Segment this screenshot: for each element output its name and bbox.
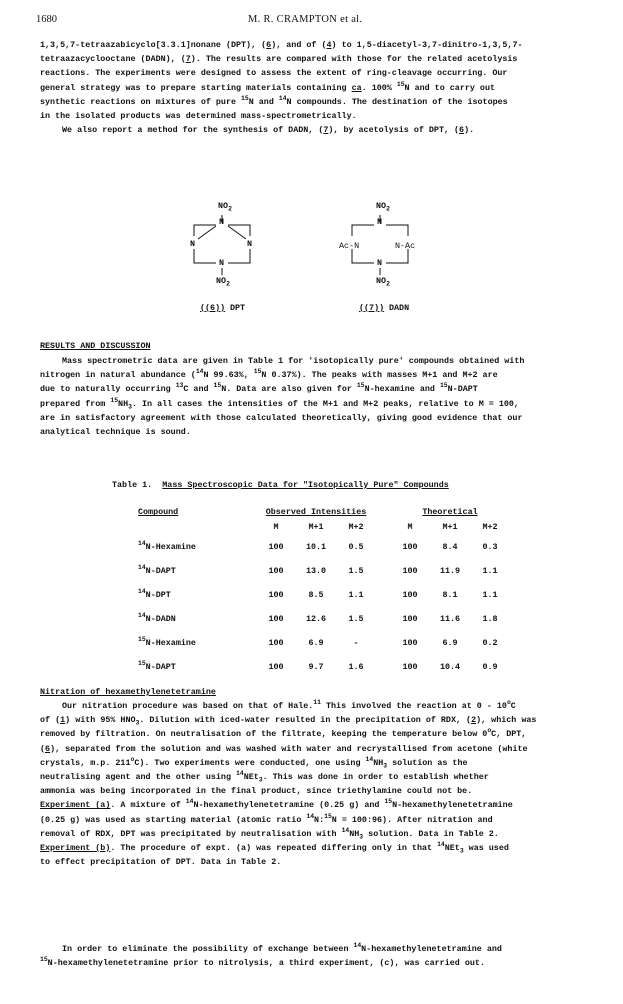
text-line: of (1) with 95% $HNO_3$. Dilution with iced-water resulted in the precipitation of RDX, (2), which was <box>40 715 537 727</box>
table-subheader-row <box>138 520 510 535</box>
table-cell: 100 <box>268 589 284 600</box>
text-line: general strategy was to prepare starting materials containing ca. 100% $^{15}$N and to carry out <box>40 80 495 93</box>
table-cell: - <box>353 637 359 648</box>
table-cell: 0.3 <box>482 541 498 552</box>
table-header-row <box>138 505 510 520</box>
column-subheader: M <box>407 522 413 533</box>
text-line: Our nitration procedure was based on that of Hale.$^{11}$ This involved the reaction at 0 - 10$^o$C <box>62 699 516 711</box>
text-line: ammonia was being incorporated in the final product, since triethylamine could not be. <box>40 786 473 797</box>
text-line: $^{15}$N-hexamethylenetetramine prior to nitrolysis, a third experiment, (c), was carried out. <box>40 956 485 969</box>
results-heading: RESULTS AND DISCUSSION <box>40 341 151 351</box>
compound-cell: $^{15}$N-Hexamine <box>138 636 196 648</box>
text-line: to effect precipitation of DPT. Data in Table 2. <box>40 857 282 868</box>
table-row <box>138 535 510 559</box>
table-cell: 6.9 <box>308 637 324 648</box>
dpt-top-n: N <box>219 217 225 227</box>
dadn-number: ((7)) <box>359 303 385 313</box>
column-subheader: M+1 <box>442 522 458 533</box>
nitration-paragraph <box>40 699 600 869</box>
text-line: Experiment (b). The procedure of expt. (a) was repeated differing only in that $^{14}$NEt$_3$ was used <box>40 841 509 855</box>
table-cell: 1.1 <box>482 589 498 600</box>
table-cell: 100 <box>402 637 418 648</box>
text-line: due to naturally occurring $^{13}$C and $^{15}$N. Data are also given for $^{15}$N-hexamine and $^{15}$N-DAPT <box>40 382 478 395</box>
table-row <box>138 631 510 655</box>
column-subheader: M+2 <box>482 522 498 533</box>
table-cell: 100 <box>268 565 284 576</box>
text-line: reactions. The experiments were designed to assess the extent of ring-cleavage occurring. Our <box>40 68 508 79</box>
dadn-bottom-no2: $NO_2$ <box>376 276 390 288</box>
table-title: Mass Spectroscopic Data for "Isotopically Pure" Compounds <box>162 480 449 490</box>
table-cell: 0.2 <box>482 637 498 648</box>
text-line: Experiment (a). A mixture of $^{14}$N-hexamethylenetetramine (0.25 g) and $^{15}$N-hexamethylenetetramine <box>40 798 513 811</box>
compound-cell: $^{14}$N-DAPT <box>138 564 176 576</box>
compound-cell: $^{14}$N-Hexamine <box>138 540 196 552</box>
bond-line <box>198 226 216 239</box>
text-line: in the isolated products was determined mass-spectrometrically. <box>40 111 357 122</box>
dadn-left-ac: Ac-N <box>339 241 360 251</box>
text-line: (0.25 g) was used as starting material (atomic ratio $^{14}$N:$^{15}$N = 100:96). After nitration and <box>40 812 493 825</box>
table-cell: 1.5 <box>348 613 364 624</box>
table-cell: 8.4 <box>442 541 458 552</box>
table-cell: 100 <box>402 613 418 624</box>
dpt-left-n: N <box>190 239 196 249</box>
dadn-top-no2: $NO_2$ <box>376 201 390 213</box>
text-line: nitrogen in natural abundance ($^{14}$N 99.63%, $^{15}$N 0.37%). The peaks with masses M+1 and M+2 are <box>40 368 498 381</box>
dpt-bottom-no2: $NO_2$ <box>216 276 230 288</box>
table-cell: 0.5 <box>348 541 364 552</box>
text-line: removal of RDX, DPT was precipitated by neutralisation with $^{14}NH_3$ solution. Data in Table 2. <box>40 827 499 841</box>
table-cell: 6.9 <box>442 637 458 648</box>
dpt-name: DPT <box>230 303 246 313</box>
table-label: Table 1. <box>112 480 153 490</box>
text-line: are in satisfactory agreement with those calculated theoretically, giving good evidence that our <box>40 412 523 423</box>
compound-cell: $^{14}$N-DPT <box>138 588 171 600</box>
column-header-theoretical: Theoretical <box>422 507 478 518</box>
table-cell: 100 <box>402 661 418 672</box>
text-line: analytical technique is sound. <box>40 427 191 438</box>
dpt-right-n: N <box>247 239 253 249</box>
table-cell: 1.6 <box>348 661 364 672</box>
nitration-heading: Nitration of hexamethylenetetramine <box>40 687 216 697</box>
table-cell: 1.5 <box>348 565 364 576</box>
dadn-bottom-n: N <box>377 258 383 268</box>
table-row <box>138 583 510 607</box>
table-cell: 12.6 <box>305 613 327 624</box>
text-line: prepared from $^{15}NH_3$. In all cases the intensities of the M+1 and M+2 peaks, relative to M = 100, <box>40 396 519 411</box>
table-caption <box>112 478 449 492</box>
bond-line <box>228 226 246 239</box>
column-subheader: M+2 <box>348 522 364 533</box>
table-cell: 100 <box>402 565 418 576</box>
text-line: We also report a method for the synthesis of DADN, (7), by acetolysis of DPT, (6). <box>62 125 475 136</box>
text-line: synthetic reactions on mixtures of pure $^{15}$N and $^{14}$N compounds. The destination of the isotopes <box>40 95 508 107</box>
results-paragraph <box>40 354 600 439</box>
column-subheader: M+1 <box>308 522 324 533</box>
dpt-bottom-n: N <box>219 258 225 268</box>
table-cell: 1.1 <box>348 589 364 600</box>
compound-cell: $^{14}$N-DADN <box>138 612 176 624</box>
text-line: crystals, m.p. 211$^o$C). Two experiments were conducted, one using $^{14}NH_3$ solution as the <box>40 756 468 770</box>
table-cell: 10.1 <box>305 541 327 552</box>
dadn-right-ac: N-Ac <box>395 241 416 251</box>
table-cell: 100 <box>402 541 418 552</box>
text-line: neutralising agent and the other using $^{14}$NEt$_3$. This was done in order to establish whether <box>40 770 489 784</box>
dpt-number: ((6)) <box>200 303 226 313</box>
final-paragraph <box>40 942 600 970</box>
table-cell: 1.8 <box>482 613 498 624</box>
dadn-top-n: N <box>377 217 383 227</box>
table-cell: 8.1 <box>442 589 458 600</box>
table-cell: 11.9 <box>439 565 461 576</box>
mass-spec-table <box>138 505 510 679</box>
text-line: 1,3,5,7-tetraazabicyclo[3.3.1]nonane (DPT), (6), and of (4) to 1,5-diacetyl-3,7-dinitro-1,3,5,7- <box>40 40 523 50</box>
table-cell: 100 <box>402 589 418 600</box>
table-cell: 100 <box>268 637 284 648</box>
table-cell: 9.7 <box>308 661 324 672</box>
table-cell: 100 <box>268 613 284 624</box>
dadn-name: DADN <box>389 303 410 313</box>
table-cell: 0.9 <box>482 661 498 672</box>
table-cell: 11.6 <box>439 613 461 624</box>
column-subheader: M <box>273 522 279 533</box>
dpt-top-no2: $NO_2$ <box>218 201 232 213</box>
table-cell: 100 <box>268 661 284 672</box>
intro-paragraph <box>40 38 600 137</box>
page-number: 1680 <box>36 14 57 25</box>
column-header-compound: Compound <box>138 507 179 518</box>
table-cell: 10.4 <box>439 661 461 672</box>
column-header-observed: Observed Intensities <box>265 507 367 518</box>
text-line: In order to eliminate the possibility of exchange between $^{14}$N-hexamethylenetetramine and <box>62 942 502 954</box>
running-title: M. R. CRAMPTON et al. <box>248 14 363 25</box>
compound-cell: $^{15}$N-DAPT <box>138 660 176 672</box>
text-line: Mass spectrometric data are given in Table 1 for 'isotopically pure' compounds obtained with <box>62 356 525 366</box>
table-cell: 1.1 <box>482 565 498 576</box>
table-row <box>138 607 510 631</box>
table-cell: 8.5 <box>308 589 324 600</box>
text-line: tetraazacyclooctane (DADN), (7). The results are compared with those for the related acetolysis <box>40 54 518 65</box>
table-row <box>138 559 510 583</box>
text-line: (6), separated from the solution and was washed with water and recrystallised from acetone (white <box>40 743 528 754</box>
table-cell: 13.0 <box>305 565 327 576</box>
text-line: removed by filtration. On neutralisation of the filtrate, keeping the temperature below 0$^o$C, DPT, <box>40 727 527 740</box>
table-cell: 100 <box>268 541 284 552</box>
table-row <box>138 655 510 679</box>
